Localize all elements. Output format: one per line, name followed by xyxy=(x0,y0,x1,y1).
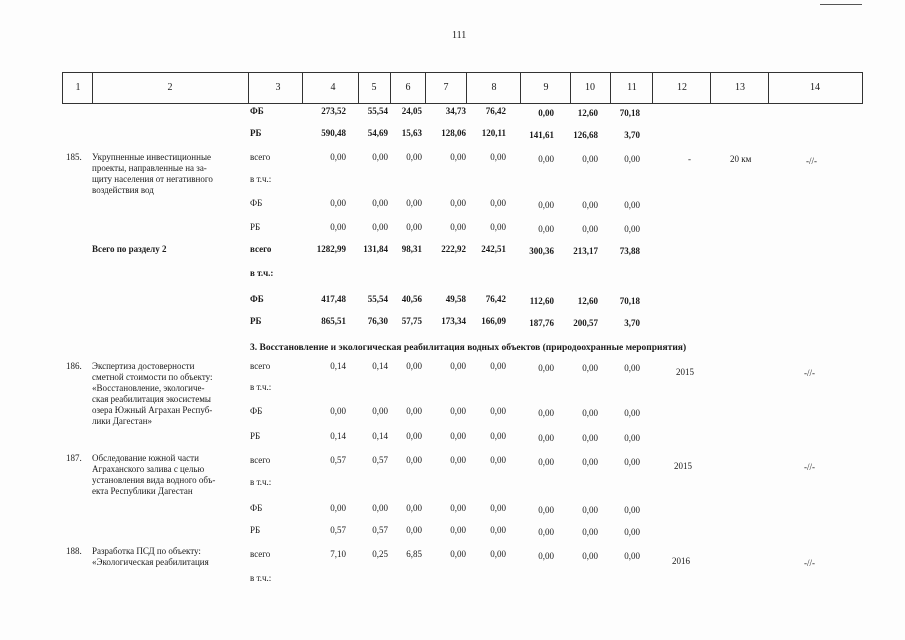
item-187-row-value: 0,00 xyxy=(406,503,422,513)
item-187-row-kind-label: РБ xyxy=(250,525,261,535)
item-186-row-value: 0,00 xyxy=(582,433,598,443)
item-186-row-value: 0,00 xyxy=(624,408,640,418)
carry-row-value: 12,60 xyxy=(577,108,598,118)
item-187-row-value: 0,00 xyxy=(624,457,640,467)
item-185-row-value: 0,00 xyxy=(372,198,388,208)
item-185-row-value: 0,00 xyxy=(406,198,422,208)
item-185-row-value: 0,00 xyxy=(330,222,346,232)
item-185-description: Укрупненные инвестиционные xyxy=(92,152,211,162)
item-185-row-kind-label: РБ xyxy=(250,222,261,232)
header-column-number: 14 xyxy=(810,82,820,93)
carry-row-value: 590,48 xyxy=(321,128,346,138)
section-2-total-row-value: 1282,99 xyxy=(316,244,346,254)
item-185-row-kind-label: в т.ч.: xyxy=(250,174,272,184)
item-186-row-value: 0,00 xyxy=(372,406,388,416)
item-187-row-value: 0,00 xyxy=(538,527,554,537)
item-188-row-value: 7,10 xyxy=(330,549,346,559)
item-185-row-value: 0,00 xyxy=(582,200,598,210)
section-2-total-row-kind-label: ФБ xyxy=(250,294,264,304)
section-2-total-row-kind-label: в т.ч.: xyxy=(250,268,274,278)
section-2-total-row-value: 49,58 xyxy=(445,294,466,304)
item-185-description: воздействия вод xyxy=(92,185,154,195)
item-186-row-value: 0,00 xyxy=(538,363,554,373)
header-divider xyxy=(466,72,467,104)
item-188-col12: 2016 xyxy=(672,556,690,566)
header-divider xyxy=(302,72,303,104)
item-187-row-value: 0,00 xyxy=(450,455,466,465)
header-column-number: 11 xyxy=(627,82,637,93)
section-2-total-row-value: 3,70 xyxy=(624,318,640,328)
item-187-description: екта Республики Дагестан xyxy=(92,486,193,496)
item-187-row-value: 0,00 xyxy=(582,457,598,467)
carry-row-value: 15,63 xyxy=(401,128,422,138)
header-divider xyxy=(710,72,711,104)
item-186-row-value: 0,00 xyxy=(450,361,466,371)
header-column-number: 7 xyxy=(443,82,449,93)
section-2-total-row-value: 242,51 xyxy=(481,244,506,254)
item-186-row-value: 0,14 xyxy=(330,361,346,371)
item-186-row-value: 0,00 xyxy=(406,361,422,371)
item-187-row-value: 0,00 xyxy=(624,505,640,515)
item-186-number: 186. xyxy=(66,361,82,371)
item-185-row-kind-label: всего xyxy=(250,152,271,162)
section-2-total-row-value: 865,51 xyxy=(321,316,346,326)
item-188-row-value: 0,00 xyxy=(624,551,640,561)
header-column-number: 4 xyxy=(330,82,336,93)
item-185-row-value: 0,00 xyxy=(450,152,466,162)
item-188-col14: -//- xyxy=(804,558,815,568)
header-column-number: 3 xyxy=(275,82,281,93)
item-185-description: проекты, направленные на за- xyxy=(92,163,207,173)
section-2-total-row-value: 300,36 xyxy=(529,246,554,256)
carry-row-value: 54,69 xyxy=(367,128,388,138)
item-185-row-value: 0,00 xyxy=(372,222,388,232)
item-186-row-value: 0,00 xyxy=(330,406,346,416)
section-2-total-row-value: 70,18 xyxy=(619,296,640,306)
item-185-row-value: 0,00 xyxy=(624,154,640,164)
item-186-row-value: 0,00 xyxy=(406,431,422,441)
section-2-total-row-kind-label: РБ xyxy=(250,316,262,326)
carry-row-value: 273,52 xyxy=(321,106,346,116)
item-185-row-value: 0,00 xyxy=(624,224,640,234)
item-186-description: ская реабилитация экосистемы xyxy=(92,394,211,404)
section-2-total-row-value: 112,60 xyxy=(529,296,554,306)
item-186-row-value: 0,00 xyxy=(624,363,640,373)
item-186-row-value: 0,00 xyxy=(490,406,506,416)
item-185-row-value: 0,00 xyxy=(330,152,346,162)
header-column-number: 6 xyxy=(405,82,411,93)
header-divider xyxy=(520,72,521,104)
carry-row-value: 128,06 xyxy=(441,128,466,138)
header-divider xyxy=(768,72,769,104)
item-187-row-value: 0,00 xyxy=(372,503,388,513)
section-2-total-row-value: 73,88 xyxy=(619,246,640,256)
item-187-row-value: 0,00 xyxy=(582,527,598,537)
item-187-row-value: 0,57 xyxy=(372,455,388,465)
item-185-row-value: 0,00 xyxy=(406,152,422,162)
item-187-description: Аграханского залива с целью xyxy=(92,464,205,474)
section-2-total-row-value: 98,31 xyxy=(401,244,422,254)
item-187-col14: -//- xyxy=(804,462,815,472)
item-187-row-value: 0,00 xyxy=(330,503,346,513)
item-185-row-value: 0,00 xyxy=(490,222,506,232)
item-187-row-value: 0,00 xyxy=(624,527,640,537)
section-2-total-row-value: 173,34 xyxy=(441,316,466,326)
item-188-row-kind-label: всего xyxy=(250,549,271,559)
item-187-row-value: 0,00 xyxy=(582,505,598,515)
item-188-description: «Экологическая реабилитация xyxy=(92,557,209,567)
item-187-row-kind-label: ФБ xyxy=(250,503,263,513)
item-186-description: Экспертиза достоверности xyxy=(92,361,195,371)
item-187-row-value: 0,00 xyxy=(406,455,422,465)
item-187-col12: 2015 xyxy=(674,461,692,471)
item-186-description: озера Южный Аграхан Респуб- xyxy=(92,405,213,415)
header-divider xyxy=(358,72,359,104)
section-3-title: 3. Восстановление и экологическая реабилитация водных объектов (природоохранные мероприятия) xyxy=(250,343,687,353)
item-187-row-value: 0,00 xyxy=(406,525,422,535)
item-186-row-value: 0,00 xyxy=(450,431,466,441)
item-187-row-value: 0,00 xyxy=(490,503,506,513)
carry-row-value: 120,11 xyxy=(481,128,506,138)
item-186-row-value: 0,00 xyxy=(490,431,506,441)
item-187-row-value: 0,57 xyxy=(330,455,346,465)
item-185-row-value: 0,00 xyxy=(538,200,554,210)
item-188-row-value: 0,00 xyxy=(490,549,506,559)
section-2-total-row-value: 417,48 xyxy=(321,294,346,304)
item-187-row-kind-label: в т.ч.: xyxy=(250,477,272,487)
item-185-col13: 20 км xyxy=(730,154,752,164)
item-188-row-kind-label: в т.ч.: xyxy=(250,573,272,583)
item-185-row-value: 0,00 xyxy=(490,198,506,208)
item-185-col14: -//- xyxy=(806,156,817,166)
item-186-description: сметной стоимости по объекту: xyxy=(92,372,213,382)
section-2-total-label: Всего по разделу 2 xyxy=(92,244,167,254)
header-column-number: 10 xyxy=(585,82,595,93)
header-divider xyxy=(248,72,249,104)
item-186-row-kind-label: РБ xyxy=(250,431,261,441)
section-2-total-row-value: 166,09 xyxy=(481,316,506,326)
header-column-number: 13 xyxy=(735,82,745,93)
item-186-row-value: 0,00 xyxy=(490,361,506,371)
item-185-col12: - xyxy=(688,154,691,164)
carry-row-value: 3,70 xyxy=(624,130,640,140)
item-188-row-value: 6,85 xyxy=(406,549,422,559)
item-186-row-value: 0,00 xyxy=(582,363,598,373)
item-186-row-value: 0,00 xyxy=(406,406,422,416)
item-186-row-kind-label: в т.ч.: xyxy=(250,382,272,392)
item-187-description: установления вида водного объ- xyxy=(92,475,216,485)
carry-row-kind-label: ФБ xyxy=(250,106,264,116)
item-185-number: 185. xyxy=(66,152,82,162)
item-185-row-value: 0,00 xyxy=(330,198,346,208)
item-186-description: лики Дагестан» xyxy=(92,416,153,426)
header-column-number: 12 xyxy=(677,82,687,93)
item-187-row-value: 0,00 xyxy=(538,457,554,467)
page-number: 111 xyxy=(452,30,467,41)
item-186-row-kind-label: всего xyxy=(250,361,271,371)
header-divider xyxy=(610,72,611,104)
item-186-row-value: 0,00 xyxy=(538,408,554,418)
item-186-row-value: 0,14 xyxy=(372,361,388,371)
item-186-row-value: 0,14 xyxy=(330,431,346,441)
item-185-row-kind-label: ФБ xyxy=(250,198,263,208)
item-186-row-kind-label: ФБ xyxy=(250,406,263,416)
scan-artifact-line xyxy=(820,4,862,5)
section-2-total-row-kind-label: всего xyxy=(250,244,272,254)
item-188-description: Разработка ПСД по объекту: xyxy=(92,546,201,556)
carry-row-value: 141,61 xyxy=(529,130,554,140)
item-188-row-value: 0,00 xyxy=(450,549,466,559)
section-2-total-row-value: 12,60 xyxy=(577,296,598,306)
item-185-row-value: 0,00 xyxy=(538,224,554,234)
carry-row-value: 76,42 xyxy=(485,106,506,116)
header-divider xyxy=(425,72,426,104)
item-185-row-value: 0,00 xyxy=(624,200,640,210)
item-186-row-value: 0,00 xyxy=(450,406,466,416)
section-2-total-row-value: 57,75 xyxy=(401,316,422,326)
item-187-description: Обследование южной части xyxy=(92,453,199,463)
header-divider xyxy=(92,72,93,104)
item-185-row-value: 0,00 xyxy=(450,198,466,208)
section-2-total-row-value: 187,76 xyxy=(529,318,554,328)
section-2-total-row-value: 200,57 xyxy=(573,318,598,328)
item-185-row-value: 0,00 xyxy=(490,152,506,162)
header-column-number: 1 xyxy=(75,82,81,93)
item-185-row-value: 0,00 xyxy=(372,152,388,162)
item-187-row-value: 0,57 xyxy=(372,525,388,535)
item-187-row-value: 0,00 xyxy=(490,525,506,535)
item-187-row-value: 0,00 xyxy=(538,505,554,515)
header-divider xyxy=(862,72,863,104)
item-188-row-value: 0,25 xyxy=(372,549,388,559)
header-divider xyxy=(390,72,391,104)
carry-row-kind-label: РБ xyxy=(250,128,262,138)
item-188-row-value: 0,00 xyxy=(538,551,554,561)
carry-row-value: 70,18 xyxy=(619,108,640,118)
item-186-row-value: 0,00 xyxy=(538,433,554,443)
section-2-total-row-value: 131,84 xyxy=(363,244,388,254)
section-2-total-row-value: 222,92 xyxy=(441,244,466,254)
header-column-number: 9 xyxy=(543,82,549,93)
item-186-row-value: 0,00 xyxy=(624,433,640,443)
header-divider xyxy=(652,72,653,104)
header-divider xyxy=(62,72,63,104)
item-185-description: щиту населения от негативного xyxy=(92,174,213,184)
item-185-row-value: 0,00 xyxy=(582,224,598,234)
header-divider xyxy=(570,72,571,104)
item-186-description: «Восстановление, экологиче- xyxy=(92,383,205,393)
item-187-row-value: 0,00 xyxy=(450,503,466,513)
table-header-bottom-border xyxy=(62,103,862,104)
item-187-number: 187. xyxy=(66,453,82,463)
header-column-number: 2 xyxy=(167,82,173,93)
item-185-row-value: 0,00 xyxy=(450,222,466,232)
section-2-total-row-value: 55,54 xyxy=(367,294,388,304)
item-186-row-value: 0,14 xyxy=(372,431,388,441)
item-187-row-value: 0,00 xyxy=(450,525,466,535)
header-column-number: 5 xyxy=(371,82,377,93)
item-186-row-value: 0,00 xyxy=(582,408,598,418)
carry-row-value: 24,05 xyxy=(401,106,422,116)
item-187-row-kind-label: всего xyxy=(250,455,271,465)
carry-row-value: 0,00 xyxy=(538,108,554,118)
item-187-row-value: 0,57 xyxy=(330,525,346,535)
table-header-top-border xyxy=(62,72,862,73)
item-185-row-value: 0,00 xyxy=(406,222,422,232)
section-2-total-row-value: 213,17 xyxy=(573,246,598,256)
section-2-total-row-value: 40,56 xyxy=(401,294,422,304)
section-2-total-row-value: 76,42 xyxy=(485,294,506,304)
item-187-row-value: 0,00 xyxy=(490,455,506,465)
item-188-row-value: 0,00 xyxy=(582,551,598,561)
item-186-col14: -//- xyxy=(804,368,815,378)
section-2-total-row-value: 76,30 xyxy=(367,316,388,326)
item-186-col12: 2015 xyxy=(676,367,694,377)
carry-row-value: 55,54 xyxy=(367,106,388,116)
item-185-row-value: 0,00 xyxy=(538,154,554,164)
item-188-number: 188. xyxy=(66,546,82,556)
header-column-number: 8 xyxy=(491,82,497,93)
carry-row-value: 126,68 xyxy=(573,130,598,140)
carry-row-value: 34,73 xyxy=(445,106,466,116)
item-185-row-value: 0,00 xyxy=(582,154,598,164)
